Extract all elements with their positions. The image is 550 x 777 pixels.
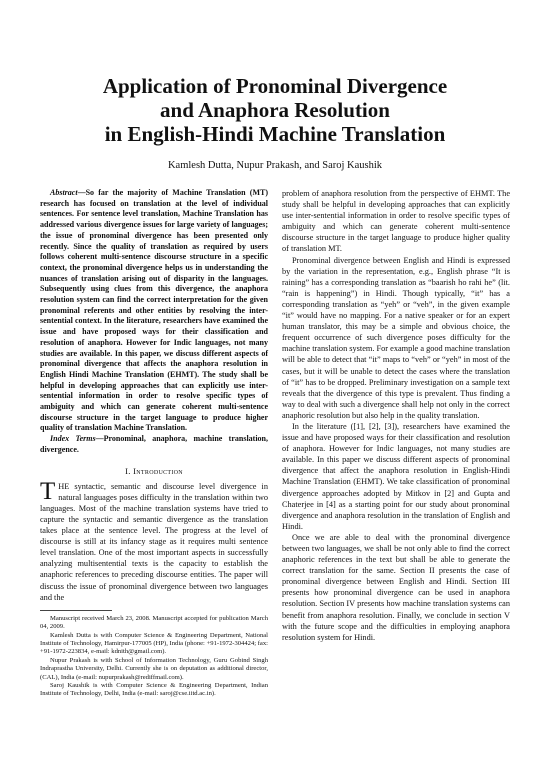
title-line-3: in English-Hindi Machine Translation — [104, 122, 446, 146]
drop-cap: T — [40, 477, 56, 505]
footnote-author-2: Nupur Prakash is with School of Information Technology, Guru Gobind Singh Indraprastha University, Delhi. Currently she is on deputation as additional director, (CAL), India (e-mail: nupurprakash@rediffmail.com). — [40, 656, 268, 681]
author-list: Kamlesh Dutta, Nupur Prakash, and Saroj Kaushik — [167, 160, 383, 171]
footnote-received: Manuscript received March 23, 2008. Manuscript accepted for publication March 04, 2009. — [40, 614, 268, 631]
body-paragraph-3: In the literature ([1], [2], [3]), researchers have examined the issue and have proposed ways for their classification and resolution of anaphora. However for Indic languages, not many studies are available. In this paper we discuss different aspects of pronominal divergence that affect the anaphora resolution in English-Hindi Machine Translation (EHMT). We take classification of pronominal divergence approaches adopted by Mitkov in [2] and Gupta and Chaterjee in [4] as a starting point for our study about pronominal divergence and anaphora resolution in the translation of English and Hindi. — [282, 421, 510, 531]
index-terms — [40, 434, 268, 455]
section-title: Introduction — [133, 465, 183, 476]
body-paragraph-4: Once we are able to deal with the pronominal divergence between two languages, we shall be not only able to find the correct anaphoric references in the text but shall be able to generate the correct translation for the same. Section II presents the case of pronominal divergence between English and Hindi. Section III presents how pronominal divergence can be used in anaphora resolution. Section IV presents how machine translation systems can benefit from anaphora resolution. Finally, we conclude in section V with the future scope and the difficulties in employing anaphora resolution system for Hindi. — [282, 532, 510, 642]
section-heading-introduction — [40, 466, 268, 477]
footnote-author-3: Saroj Kaushik is with Computer Science & Engineering Department, Indian Institute of Technology, Delhi, India (e-mail: saroj@cse.iitd.ac.in). — [40, 681, 268, 698]
title-line-1: Application of Pronominal Divergence — [102, 74, 448, 98]
footnote-rule — [40, 610, 112, 611]
abstract-label: Abstract — [50, 188, 78, 197]
footnote-author-1: Kamlesh Dutta is with Computer Science & Engineering Department, National Institute of Technology, Hamirpur-177005 (HP), India (phone: +91-1972-304424; fax: +91-1972-223834, e-mail: kdnith@gmail.com). — [40, 631, 268, 656]
section-numeral: I. — [125, 465, 131, 476]
abstract — [40, 188, 268, 434]
intro-paragraph — [40, 477, 268, 603]
index-terms-label: Index Terms — [50, 434, 96, 444]
two-column-body — [40, 188, 510, 699]
body-paragraph-2: Pronominal divergence between English and Hindi is expressed by the variation in the representation, e.g., English phrase “It is raining” has a corresponding translation as “baarish ho rahi he” (lit. “rain is happening”) in Hindi. Though typically, “it” has a corresponding translation as “yeh” or “veh”, in the given example “it” would have no mapping. For a native speaker or for an expert human translator, this may be a simple and obvious choice, the frequent occurrence of such divergence poses difficulty for the machine translation system. For example a good machine translation will be able to detect that “it” maps to “veh” or “yeh” in most of the cases, but it will be unable to detect the cases where the translation of “it” has to be dropped. Preliminary investigation on a sample text reveals that the divergence of this type is prevalent. Thus finding a way to deal with such a divergence shall help not only in the correct anaphoric resolution but also help in the quality translation. — [282, 255, 510, 420]
abstract-text: —So far the majority of Machine Translation (MT) research has focused on translation at the level of individual sentences. For sentence level translation, Machine Translation has addressed various divergence issues for large variety of languages; the issue of pronominal divergence has been presented only recently. Since the quality of translation as required by users follows coherent multi-sentence discourse structure in a specific context, the pronominal divergence helps us in understanding the nuances of translation arising out of disparity in the languages. Subsequently using clues from this divergence, the anaphora resolution system can find the correct interpretation for the given pronominal referents and other entities by resolving the inter-sentential context. In the literature, researchers have examined the issue and have proposed ways for their classification and resolution of anaphora. However for Indic languages, not many studies are available. In this paper, we discuss different aspects of pronominal divergence that affects the anaphora resolution in English Hindi Machine Translation (EHMT). The study shall be helpful in developing approaches that can explicitly use inter-sentential information in order to resolve specific types of ambiguity and which can generate coherent multi-sentence discourse structure in the target language to produce higher quality of translation Machine Translation. — [40, 188, 268, 433]
right-column — [282, 188, 510, 699]
first-word-rest: HE — [58, 481, 70, 491]
title-line-2: and Anaphora Resolution — [160, 98, 390, 122]
paper-title — [40, 74, 510, 146]
intro-text: syntactic, semantic and discourse level divergence in natural languages poses difficulty in the translation within two languages. Most of the machine translation systems have tried to capture the syntactic and semantic divergence as the translation takes place at the sentence level. The progress at the level of discourse is still at its infancy stage as it requires multi sentence level translation. One of the most important aspects in successfully analyzing multisentential texts is the capacity to establish the anaphoric references to preceding discourse entities. The paper will discuss the issue of pronominal divergence between two languages and the — [40, 481, 268, 602]
body-paragraph-1: problem of anaphora resolution from the perspective of EHMT. The study shall be helpful in developing approaches that can explicitly use inter-sentential information in order to resolve specific types of ambiguity and which can generate coherent multi-sentence discourse structure in the target language to produce higher quality of translation MT. — [282, 189, 510, 254]
left-column — [40, 188, 268, 699]
index-terms-text: —Pronominal, anaphora, machine translation, divergence. — [40, 434, 268, 454]
